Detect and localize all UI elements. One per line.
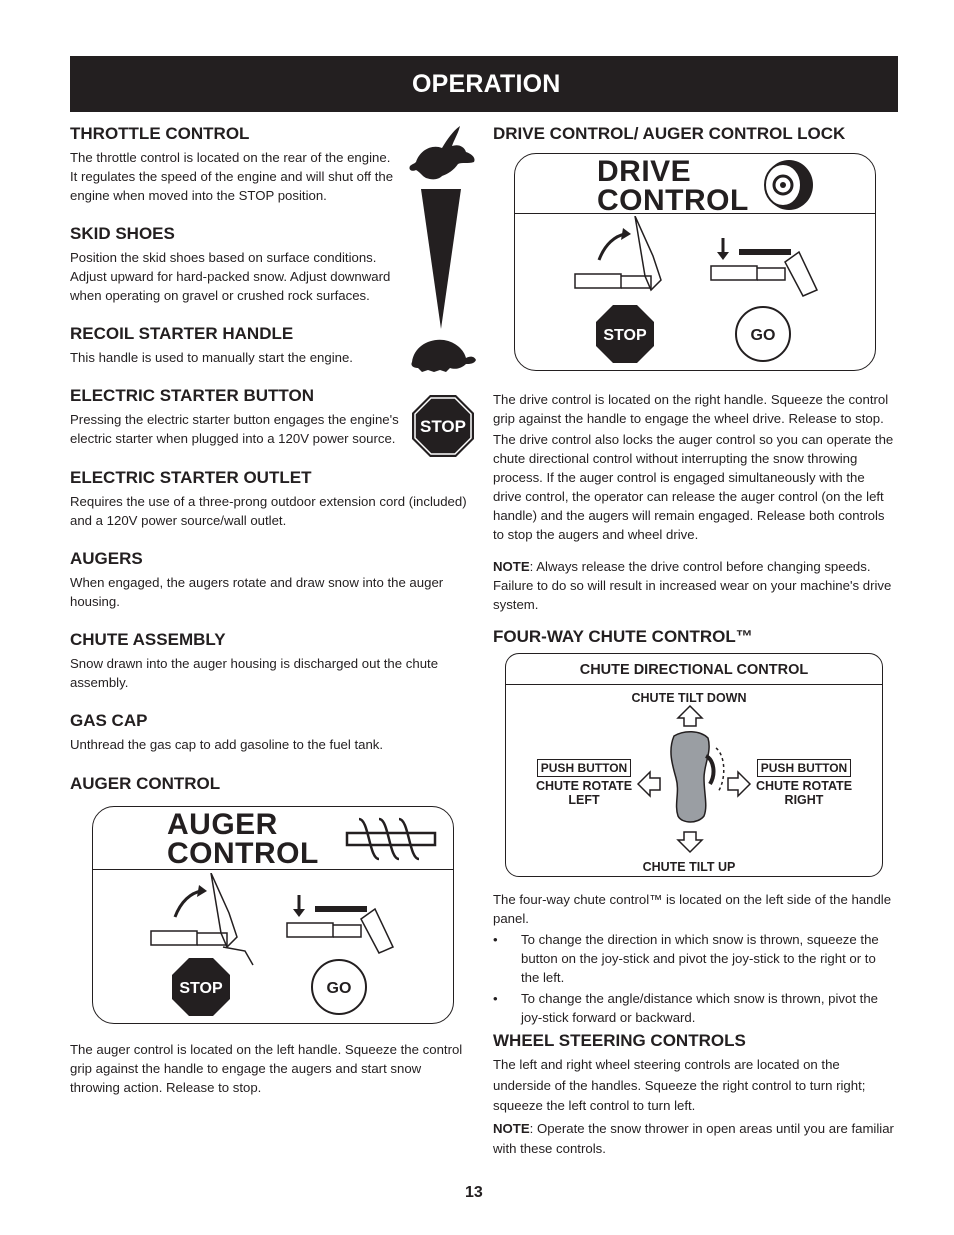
chute-control-title: FOUR-WAY CHUTE CONTROL™ [493, 627, 753, 646]
rabbit-icon [409, 126, 474, 179]
drive-p2: The drive control also locks the auger control so you can operate the chute directional control without interrupting the snow throwing process. If the auger control is engaged simultaneously with the drive control, the operator can release the auger control (on the left handle) and the augers will remain engaged. Release both controls to stop the augers and wheel drive. [493, 432, 894, 542]
joystick-diagram [634, 704, 754, 854]
rotate-left-label: CHUTE ROTATE [535, 779, 633, 793]
chute-control-p1: The four-way chute control™ is located on the left side of the handle panel. [493, 892, 892, 926]
elec-button-text: Pressing the electric starter button engages the engine's electric starter when plugged into a 120V power source. [70, 412, 399, 446]
chute-text: Snow drawn into the auger housing is discharged out the chute assembly. [70, 656, 439, 690]
svg-text:GO: GO [750, 327, 776, 344]
right-label: RIGHT [784, 793, 824, 807]
augers-section [70, 549, 450, 611]
chute-control-description [493, 890, 895, 1027]
auger-go-icon [309, 957, 369, 1017]
turtle-icon [411, 340, 476, 372]
augers-text: When engaged, the augers rotate and draw snow into the auger housing. [70, 575, 444, 609]
svg-text:GO: GO [326, 980, 352, 997]
push-button-right-label: PUSH BUTTON [757, 759, 851, 777]
auger-stop-icon [171, 957, 231, 1017]
rotate-left-group [534, 759, 634, 807]
drive-description [493, 390, 895, 614]
drive-panel-line1: DRIVE [597, 155, 692, 188]
auger-control-text: The auger control is located on the left handle. Squeeze the control grip against the handle to engage the augers and start snow throwing action. Release to stop. [70, 1042, 463, 1095]
wheel-steering-title: WHEEL STEERING CONTROLS [493, 1031, 746, 1050]
skid-section [70, 224, 415, 305]
drive-stop-icon [595, 304, 655, 364]
chute-directional-panel [505, 653, 883, 877]
left-label: LEFT [568, 793, 600, 807]
drive-heading [493, 124, 895, 144]
svg-text:STOP: STOP [179, 980, 223, 997]
elec-outlet-section [70, 468, 470, 530]
wheel-steering-note: NOTE: Operate the snow thrower in open areas until you are familiar with these controls. [493, 1120, 894, 1156]
chute-section [70, 630, 450, 692]
speed-wedge [421, 189, 461, 329]
rotate-right-group [754, 759, 854, 807]
arrow-down-icon [678, 832, 702, 852]
drive-p1: The drive control is located on the right handle. Squeeze the control grip against the handle to engage the wheel drive. Release to stop. [493, 392, 889, 426]
chute-tilt-down-label: CHUTE TILT DOWN [631, 691, 747, 705]
auger-icon [345, 813, 437, 865]
recoil-text: This handle is used to manually start the engine. [70, 350, 353, 365]
chute-panel-title: CHUTE DIRECTIONAL CONTROL [579, 662, 809, 678]
push-button-left-label: PUSH BUTTON [537, 759, 631, 777]
augers-title: AUGERS [70, 549, 143, 568]
joystick-icon [671, 732, 709, 822]
auger-control-heading [70, 774, 450, 794]
elec-button-section [70, 386, 400, 448]
drive-go-icon [733, 304, 793, 364]
gascap-section [70, 711, 450, 754]
drive-title: DRIVE CONTROL/ AUGER CONTROL LOCK [493, 124, 846, 143]
wheel-steering-section [493, 1031, 895, 1160]
rotate-right-label: CHUTE ROTATE [755, 779, 853, 793]
section-header [70, 56, 898, 112]
elec-outlet-title: ELECTRIC STARTER OUTLET [70, 468, 312, 487]
page-number: 13 [465, 1184, 483, 1201]
chute-title: CHUTE ASSEMBLY [70, 630, 226, 649]
stop-sign-icon [411, 394, 475, 458]
chute-bullet-2: • To change the angle/distance which snow is thrown, pivot the joy-stick forward or backward. [493, 991, 879, 1025]
drive-panel-line2: CONTROL [597, 184, 749, 217]
recoil-title: RECOIL STARTER HANDLE [70, 324, 294, 343]
auger-panel-line2: CONTROL [167, 837, 319, 870]
gascap-text: Unthread the gas cap to add gasoline to the fuel tank. [70, 737, 384, 752]
throttle-text: The throttle control is located on the rear of the engine. It regulates the speed of the engine and will shut off the engine when moved into the STOP position. [70, 150, 394, 203]
wheel-steering-text: The left and right wheel steering controls are located on the underside of the handles. Squeeze the right control to turn right; squeeze the left control to turn left. [493, 1057, 866, 1113]
elec-button-title: ELECTRIC STARTER BUTTON [70, 386, 314, 405]
arrow-up-icon [678, 706, 702, 726]
elec-outlet-text: Requires the use of a three-prong outdoor extension cord (included) and a 120V power source/wall outlet. [70, 494, 467, 528]
drive-note: NOTE: Always release the drive control before changing speeds. Failure to do so will result in increased wear on your machine's drive system. [493, 559, 892, 612]
gascap-title: GAS CAP [70, 711, 148, 730]
skid-text: Position the skid shoes based on surface conditions. Adjust upward for hard-packed snow. Adjust downward when operating on gravel or crushed rock surfaces. [70, 250, 391, 303]
chute-tilt-up-label: CHUTE TILT UP [642, 860, 736, 874]
section-title: OPERATION [412, 70, 561, 98]
svg-text:STOP: STOP [603, 327, 647, 344]
chute-control-heading [493, 627, 895, 647]
auger-panel-line1: AUGER [167, 808, 278, 841]
drive-control-panel [514, 153, 876, 371]
recoil-section [70, 324, 400, 367]
auger-control-description [70, 1040, 470, 1097]
throttle-title: THROTTLE CONTROL [70, 124, 250, 143]
arrow-right-icon [728, 772, 750, 796]
wheel-icon [759, 158, 817, 212]
chute-bullet-1: • To change the direction in which snow is thrown, squeeze the button on the joy-stick and pivot the joy-stick to the right or to the left. [493, 932, 879, 985]
auger-control-panel [92, 806, 454, 1024]
stop-sign-label: STOP [420, 417, 466, 436]
auger-control-title: AUGER CONTROL [70, 774, 221, 793]
drive-handle-diagram [573, 216, 823, 306]
arrow-left-icon [638, 772, 660, 796]
skid-title: SKID SHOES [70, 224, 175, 243]
throttle-section [70, 124, 400, 205]
